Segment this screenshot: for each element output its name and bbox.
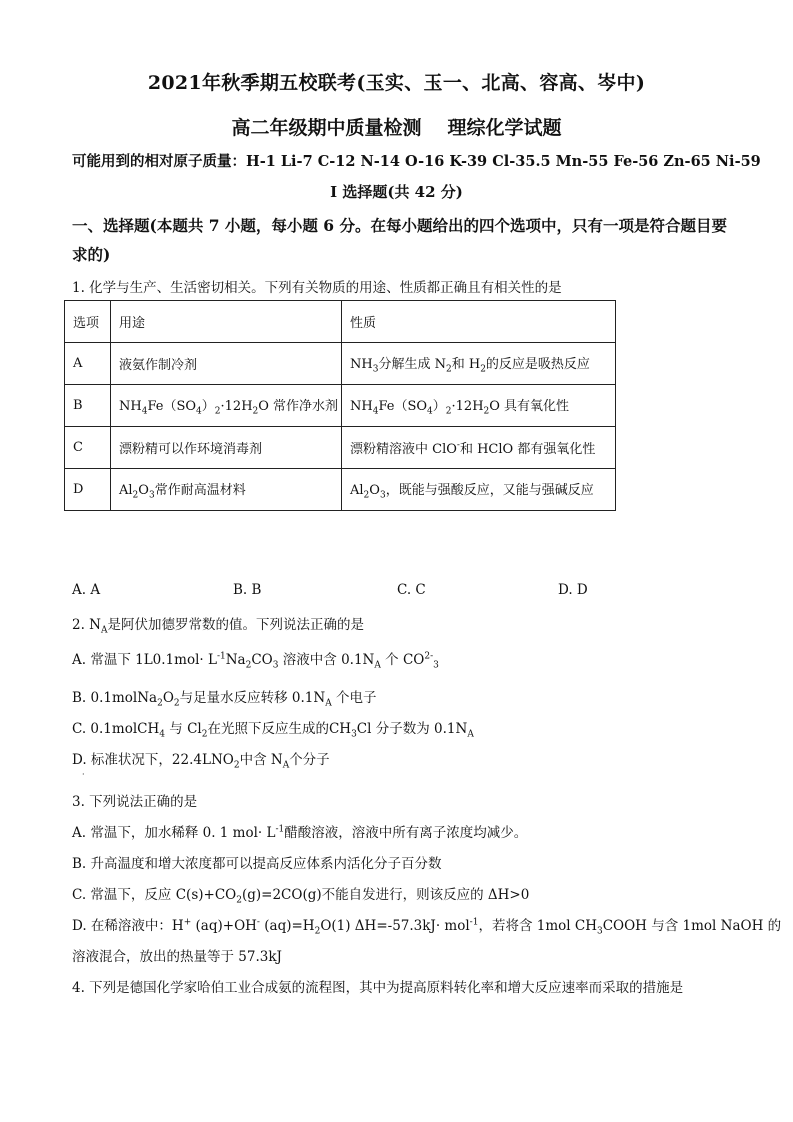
exam-subtitle — [0, 113, 793, 140]
row-option: C — [65, 427, 111, 469]
row-use: 液氨作制冷剂 — [111, 343, 342, 385]
header-use: 用途 — [111, 301, 342, 343]
row-property: $NH_4Fe(SO_4)_2\cdot 12H_2O$ 具有氧化性 — [342, 385, 616, 427]
subtitle-subject: 理综化学试题 — [447, 117, 562, 139]
section-title: I 选择题(共 42 分) — [330, 183, 463, 201]
table-row — [65, 385, 616, 427]
row-option: B — [65, 385, 111, 427]
table-row — [65, 427, 616, 469]
q3-option-b: B. 升高温度和增大浓度都可以提高反应体系内活化分子百分数 — [72, 856, 442, 872]
header-property: 性质 — [342, 301, 616, 343]
q3-option-d: D. 在稀溶液中：H+ (aq)+OH- $(aq)=H_2O(1)$ ΔH=-57.3kJ· mol$^{-1}$，若将含 1mol $CH_3COOH$ 与含 1mol NaOH 的 — [72, 917, 782, 937]
table-row — [65, 469, 616, 511]
q2-option-b: B. $0.1molNa_2O_2$与足量水反应转移 $0.1N_A$ 个电子 — [72, 690, 377, 709]
q2-option-a: A. 常温下 $1L0.1mol\cdot L^{-1}Na_2CO_3$ 溶液中含 $0.1N_A$ 个 $CO^{2-}_3$ — [72, 651, 439, 671]
atomic-masses: 可能用到的相对原子质量：H-1 Li-7 C-12 N-14 O-16 K-39 Cl-35.5 Mn-55 Fe-56 Zn-65 Ni-59 — [72, 153, 761, 170]
q1-choice-b: B. B — [233, 582, 262, 598]
row-property: $NH_3$分解生成 $N_2$和 $H_2$的反应是吸热反应 — [342, 343, 616, 385]
section-instructions: 一、选择题(本题共 7 小题，每小题 6 分。在每小题给出的四个选项中，只有一项是符合题目要求的) — [72, 216, 727, 264]
exam-title: 2021年秋季期五校联考(玉实、玉一、北高、容高、岑中) — [147, 72, 646, 94]
question-1-table — [64, 300, 616, 511]
question-1-stem: 1. 化学与生产、生活密切相关。下列有关物质的用途、性质都正确且有相关性的是 — [72, 280, 562, 296]
table-row — [65, 343, 616, 385]
q1-choice-a: A. A — [72, 582, 101, 598]
row-property: 漂粉精溶液中 ClO-和 HClO 都有强氧化性 — [342, 427, 616, 469]
stray-dot: · — [82, 770, 85, 779]
row-use: $NH_4Fe(SO_4)_2\cdot 12H_2O$ 常作净水剂 — [111, 385, 342, 427]
row-option: A — [65, 343, 111, 385]
q2-option-d: D. 标准状况下，$22.4LNO_2$中含 $N_A$个分子 — [72, 752, 330, 771]
row-use: 漂粉精可以作环境消毒剂 — [111, 427, 342, 469]
table-header-row — [65, 301, 616, 343]
q3-option-d-line2: 溶液混合，放出的热量等于 57.3kJ — [72, 949, 282, 965]
q3-option-c: C. 常温下，反应 $C(s)+CO_2(g)=2CO(g)$不能自发进行，则该反应的 ΔH>0 — [72, 887, 530, 906]
q2-option-c: C. 0.1molCH$_4$ 与 $Cl_2$在光照下反应生成的$CH_3Cl$ 分子数为 $0.1N_A$ — [72, 721, 474, 740]
row-use: $Al_2O_3$常作耐高温材料 — [111, 469, 342, 511]
question-3-stem: 3. 下列说法正确的是 — [72, 794, 198, 810]
row-property: $Al_2O_3$，既能与强酸反应，又能与强碱反应 — [342, 469, 616, 511]
q1-choice-c: C. C — [397, 582, 426, 598]
subtitle-grade: 高二年级期中质量检测 — [231, 117, 422, 139]
q3-option-a: A. 常温下，加水稀释 0. 1 $mol\cdot L^{-1}$醋酸溶液，溶液中所有离子浓度均减少。 — [72, 824, 528, 841]
q1-choice-d: D. D — [558, 582, 588, 598]
row-option: D — [65, 469, 111, 511]
header-option: 选项 — [65, 301, 111, 343]
question-4-stem: 4. 下列是德国化学家哈伯工业合成氨的流程图，其中为提高原料转化率和增大反应速率而采取的措施是 — [72, 980, 684, 996]
question-2-stem: 2. $N_A$是阿伏加德罗常数的值。下列说法正确的是 — [72, 617, 364, 636]
